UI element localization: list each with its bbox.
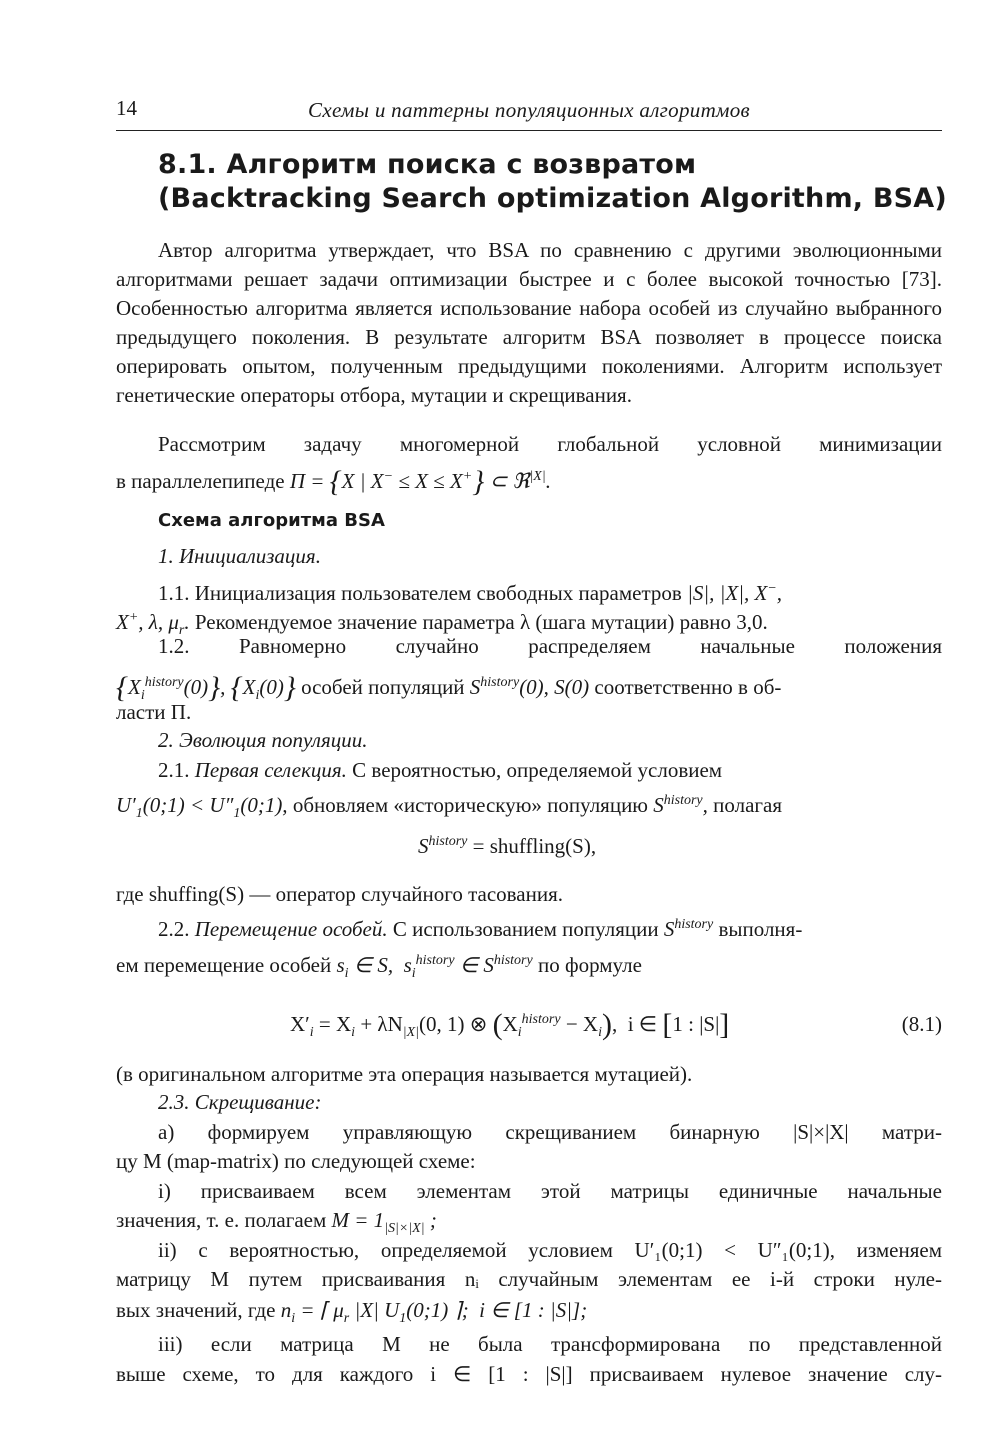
step-i-formula: $M = 1_{|S|\times|X|}$ ;	[331, 1208, 437, 1237]
equation-number: (8.1)	[901, 1012, 942, 1036]
parallelepiped-text: в параллелепипеде	[116, 469, 285, 493]
page-header	[116, 96, 942, 131]
step-1-1-params: |S|, |X|, X−,	[687, 581, 783, 605]
step-1-2-line3: ласти П.	[116, 700, 192, 724]
step-a-line2: цу M (map-matrix) по следующей схеме:	[116, 1149, 476, 1173]
running-title: Схемы и паттерны популяционных алгоритмов	[308, 98, 750, 122]
section-title-line2: (Backtracking Search optimization Algorithm, BSA)	[158, 183, 947, 214]
step-2-2-line1: 2.2. Перемещение особей. С использованием популяции $S^{history}$ выполня-	[158, 917, 803, 941]
intro-paragraph2-line2	[116, 462, 942, 496]
intro-paragraph: Автор алгоритма утверждает, что BSA по сравнению с другими эволюционными алгоритмами решает задачи оптимизации быстрее и с более высокой точностью [73]. Особенностью алгоритма является использование набора особей из случайно выбранного предыдущего поколения. В результате алгоритм BSA позволяет в процессе поиска оперировать опытом, полученным предыдущими поколениями. Алгоритм использует генетические операторы отбора, мутации и скрещивания.	[116, 238, 942, 407]
step-2-1-line3: где shuffing(S) — оператор случайного тасования.	[116, 882, 564, 906]
step-1-2-formula-b: $S^{history}(0)$, S(0)	[469, 675, 595, 699]
step-2-1-title: Первая селекция.	[194, 758, 347, 782]
step-2-3: 2.3. Скрещивание:	[158, 1090, 322, 1114]
step-ii-text: вых значений, где	[116, 1298, 276, 1322]
step-2-1-text2: обновляем «историческую» популяцию	[292, 793, 648, 817]
step-iii-line1: iii) если матрица M не была трансформирована по представленной	[158, 1332, 942, 1356]
step-1: 1. Инициализация.	[158, 544, 321, 568]
step-2-2-text3: ем перемещение особей	[116, 953, 332, 977]
step-1-1-text: 1.1. Инициализация пользователем свободных параметров	[158, 581, 682, 605]
step-iii-line2: выше схеме, то для каждого i ∈ [1 : |S|] присваиваем нулевое значение слу-	[116, 1362, 942, 1386]
step-2-2-text: С использованием популяции	[392, 917, 659, 941]
step-i-text: значения, т. е. полагаем	[116, 1208, 327, 1232]
step-1-1-params2: X+, λ, $\mu_r$.	[116, 610, 195, 639]
step-2-1-line2	[116, 786, 942, 828]
step-1-1-text2: Рекомендуемое значение параметра λ (шага мутации) равно 3,0.	[194, 610, 768, 634]
step-2-1-line1: 2.1. Первая селекция. С вероятностью, определяемой условием	[158, 758, 723, 782]
step-a-line1: а) формируем управляющую скрещиванием бинарную |S|×|X| матри-	[158, 1120, 942, 1144]
parallelepiped-formula: П = {X | X− ≤ X ≤ X+} ⊂ ℜ$^{|X|}$.	[289, 465, 551, 498]
step-2: 2. Эволюция популяции.	[158, 728, 368, 752]
step-ii-line1: ii) с вероятностью, определяемой условием U′₁(0;1) < U″₁(0;1), изменяем	[158, 1238, 942, 1262]
step-ii-line3	[116, 1296, 942, 1333]
intro-paragraph2-line1: Рассмотрим задачу многомерной глобальной условной минимизации	[158, 432, 942, 456]
step-ii-line2: матрицу M путем присваивания nᵢ случайным элементам ее i-й строки нуле-	[116, 1267, 942, 1291]
section-title	[158, 148, 958, 216]
step-2-1-population: $S^{history}$,	[653, 793, 714, 817]
step-2-1-text: С вероятностью, определяемой условием	[352, 758, 723, 782]
step-1-2-text2: соответственно в об-	[594, 675, 782, 699]
equation-8-1: $X'_i = X_i + \lambda N_{|X|}(0$, 1) ⊗ $(X_i^{history} - X_i)$, i ∈ [1 : |S|]	[290, 1008, 730, 1041]
step-1-2-line1: 1.2. Равномерно случайно распределяем начальные положения	[158, 634, 942, 658]
step-2-2-line2	[116, 946, 942, 988]
page-number: 14	[116, 96, 137, 120]
step-i-line1: i) присваиваем всем элементам этой матрицы единичные начальные	[158, 1179, 942, 1203]
step-1-2-formula-a: $\{X_i^{history}(0)\}$, $\{X_i(0)\}$	[116, 671, 296, 704]
step-1-2-text: особей популяций	[301, 675, 465, 699]
step-2-2-title: Перемещение особей.	[194, 917, 388, 941]
scheme-heading: Схема алгоритма BSA	[158, 510, 385, 531]
step-2-1-text3: полагая	[713, 793, 782, 817]
shuffle-formula: $S^{history}$ = shuffling(S),	[418, 834, 597, 858]
section-title-line1: 8.1. Алгоритм поиска с возвратом	[158, 149, 697, 180]
step-ii-formula: $n_i$ = ⌈ $\mu_r$ |X| $U_1(0;1)$ ⌉; i ∈ [1 : |S|];	[280, 1298, 588, 1327]
step-2-1-condition: $U'_1(0;1)$ < $U''_1(0;1)$,	[116, 793, 293, 822]
step-2-2-text4: по формуле	[537, 953, 642, 977]
after-equation: (в оригинальном алгоритме эта операция называется мутацией).	[116, 1062, 693, 1086]
step-2-2-sets: $s_i$ ∈ S, $s_i^{history}$ ∈ $S^{history}$	[336, 953, 533, 982]
step-2-2-text2: выполня-	[718, 917, 803, 941]
shuffle-formula-text: = shuffling(S),	[472, 834, 597, 858]
